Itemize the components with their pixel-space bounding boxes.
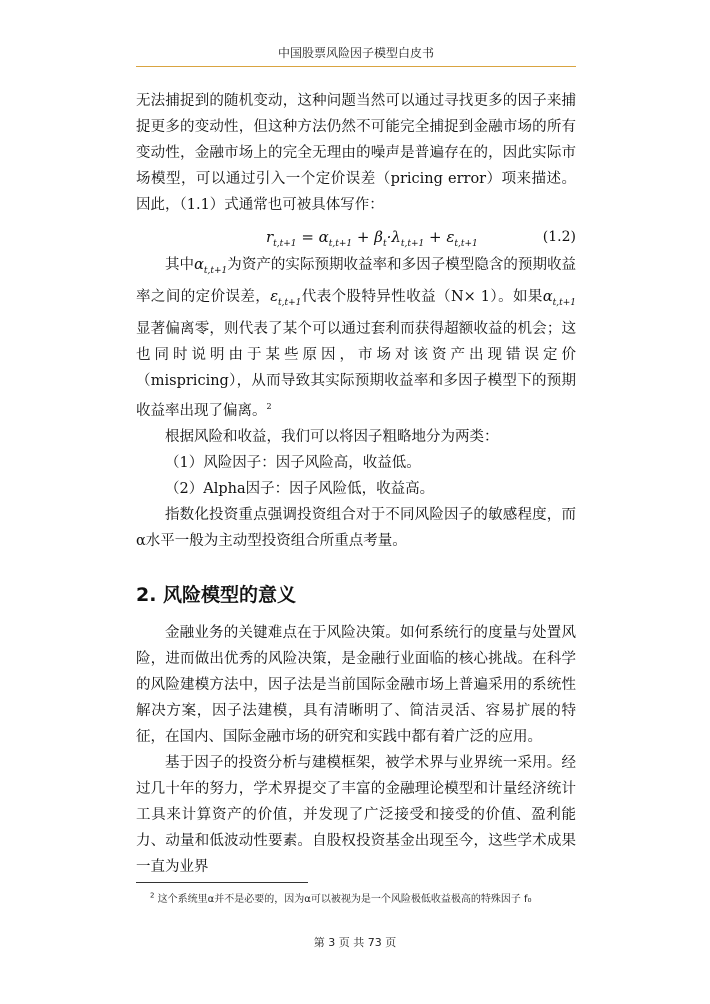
paragraph-1: 无法捕捉到的随机变动，这种问题当然可以通过寻找更多的因子来捕捉更多的变动性，但这种方法仍然不可能完全捕捉到金融市场的所有变动性，金融市场上的完全无理由的噪声是普遍存在的，因此实际市场模型，可以通过引入一个定价误差（pricing error）项来描述。因此，（1.1）式通常也可被具体写作： (136, 93, 576, 213)
footnote (150, 890, 580, 905)
running-header: 中国股票风险因子模型白皮书 (277, 46, 434, 60)
equation-1-2: $r_{t,t+1} = \alpha_{t,t+1} + \beta_t\cdot\lambda_{t,t+1} + \varepsilon_{t,t+1}$ (266, 228, 478, 249)
equation-number: (1.2) (542, 229, 576, 245)
footnote-number: 2 (150, 891, 155, 900)
equation-row (136, 218, 576, 252)
footnote-text: 这个系统里α并不是必要的，因为α可以被视为是一个风险极低收益极高的特殊因子 f₀ (157, 894, 532, 905)
header-divider (136, 66, 576, 67)
paragraph-7: 金融业务的关键难点在于风险决策。如何系统行的度量与处置风险，进而做出优秀的风险决策，是金融行业面临的核心挑战。在科学的风险建模方法中，因子法是当前国际金融市场上普遍采用的系统性解决方案，因子法建模，具有清晰明了、简洁灵活、容易扩展的特征，在国内、国际金融市场的研究和实践中都有着广泛的应用。 (136, 624, 576, 745)
paragraph-4: （1）风险因子：因子风险高，收益低。 (165, 454, 421, 471)
paragraph-6: 指数化投资重点强调投资组合对于不同风险因子的敏感程度，而α水平一般为主动型投资组合所重点考量。 (136, 506, 576, 549)
main-text-column (136, 88, 576, 880)
paragraph-2: 其中$\alpha_{t,t+1}$为资产的实际预期收益率和多因子模型隐含的预期收益率之间的定价误差，$\varepsilon_{t,t+1}$代表个股特异性收益（N× 1）。如果$\alpha_{t,t+1}$显著偏离零，则代表了某个可以通过套利而获得超额收益的机会；这也同时说明由于某些原因，市场对该资产出现错误定价（mispricing），从而导致其实际预期收益率和多因子模型下的预期收益率出现了偏离。$^2$ (136, 257, 577, 419)
page-number: 第 3 页 共 73 页 (313, 936, 397, 949)
section-heading: 2. 风险模型的意义 (136, 583, 297, 606)
paragraph-8: 基于因子的投资分析与建模框架，被学术界与业界统一采用。经过几十年的努力，学术界提交了丰富的金融理论模型和计量经济统计工具来计算资产的价值，并发现了广泛接受和接受的价值、盈利能力、动量和低波动性要素。自股权投资基金出现至今，这些学术成果一直为业界 (136, 754, 576, 875)
paragraph-3: 根据风险和收益，我们可以将因子粗略地分为两类： (165, 428, 499, 445)
paragraph-5: （2）Alpha因子：因子风险低，收益高。 (165, 480, 435, 497)
footnote-ref[interactable]: 2 (266, 401, 272, 411)
footnote-divider (136, 882, 308, 883)
